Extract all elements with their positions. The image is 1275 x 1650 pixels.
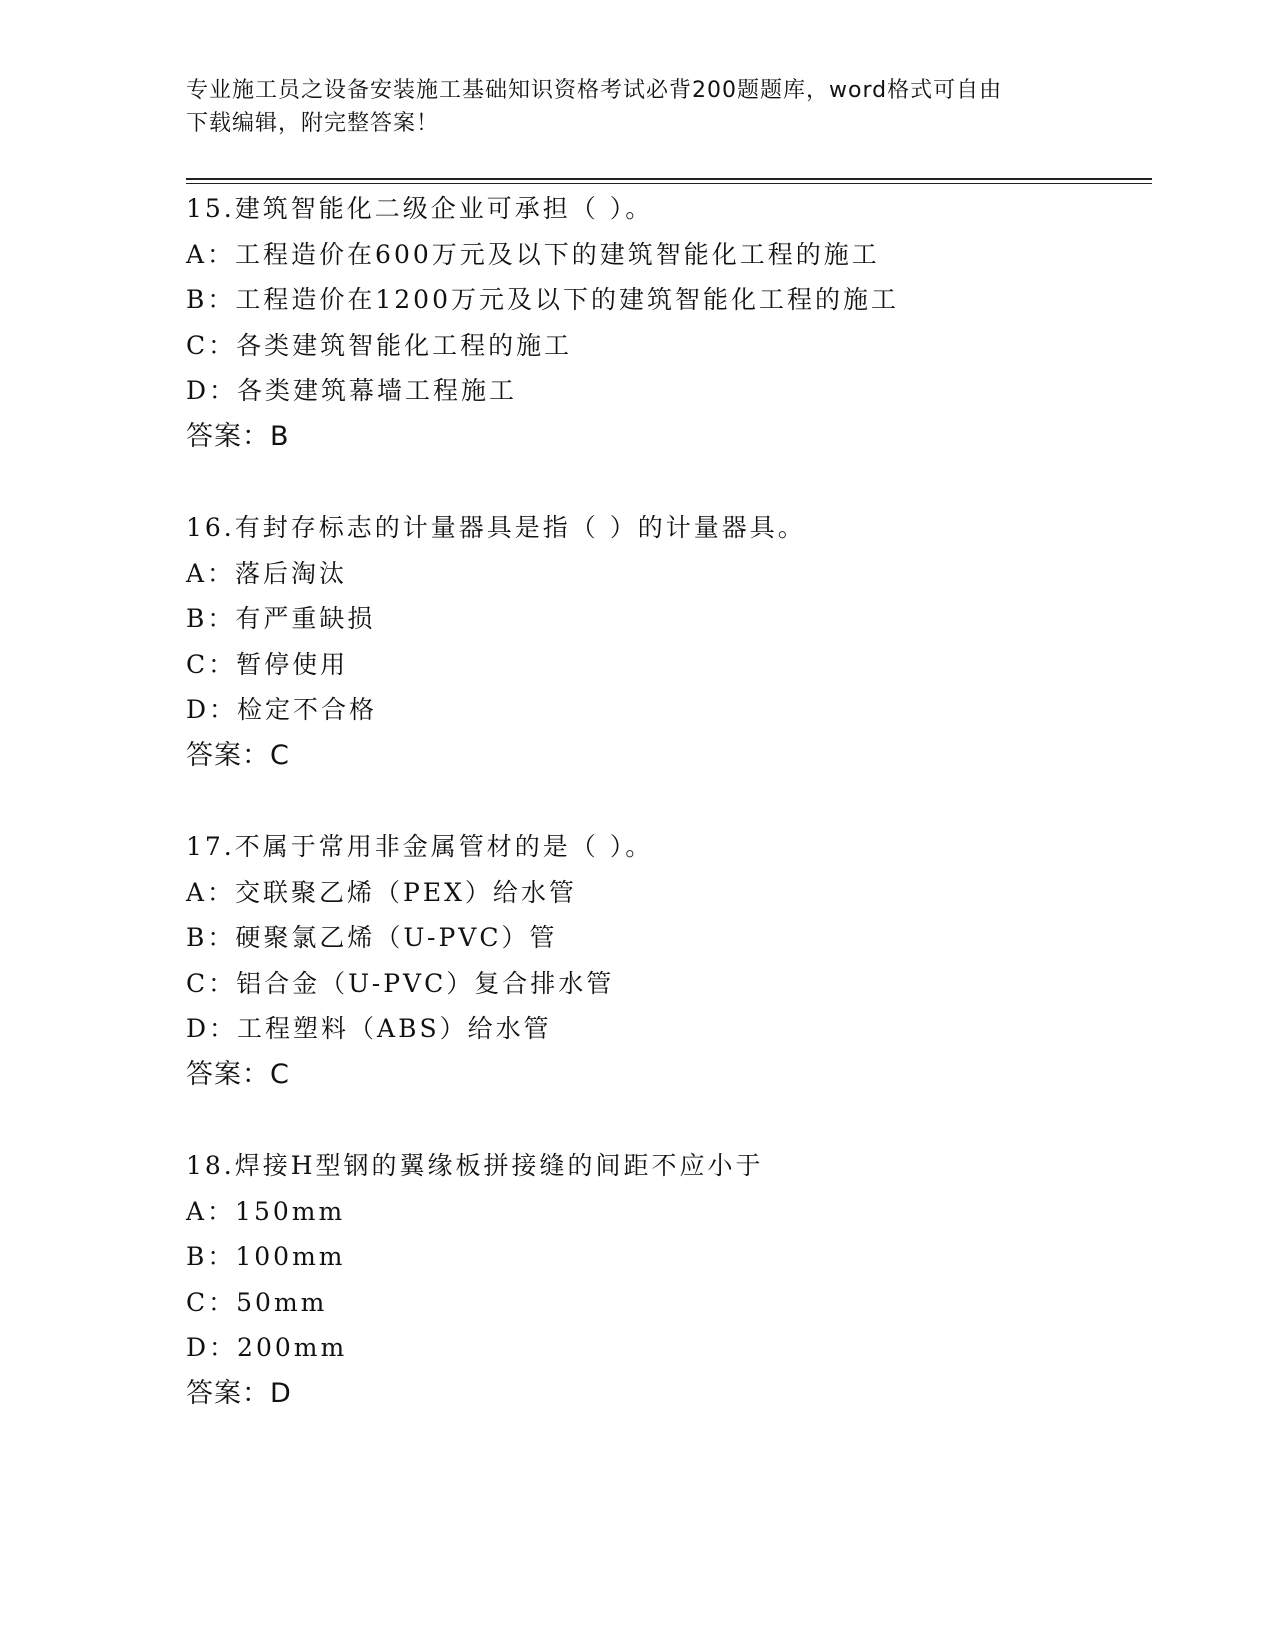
- option-b: B：硬聚氯乙烯（U-PVC）管: [186, 923, 558, 952]
- option-c: C：铝合金（U-PVC）复合排水管: [186, 968, 615, 998]
- question-stem: 18.焊接H型钢的翼缘板拼接缝的间距不应小于: [186, 1151, 764, 1180]
- option-c: C：暂停使用: [186, 649, 349, 679]
- option-a: A：落后淘汰: [186, 558, 348, 588]
- option-a: A：工程造价在600万元及以下的建筑智能化工程的施工: [186, 239, 880, 269]
- header-line-1: 专业施工员之设备安装施工基础知识资格考试必背200题题库，word格式可自由: [186, 78, 1003, 103]
- header-divider-thin: [186, 183, 1152, 184]
- option-c: C：各类建筑智能化工程的施工: [186, 330, 573, 360]
- option-d: D：各类建筑幕墙工程施工: [186, 376, 518, 405]
- option-b: B：100mm: [186, 1242, 346, 1271]
- option-a: A：150mm: [186, 1196, 346, 1226]
- answer-label: 答案：C: [186, 1058, 290, 1090]
- option-c: C：50mm: [186, 1287, 328, 1317]
- answer-label: 答案：C: [186, 739, 290, 771]
- question-list: [186, 186, 1146, 1462]
- document-header: [186, 74, 1086, 140]
- question-16: [186, 505, 1146, 778]
- option-d: D：工程塑料（ABS）给水管: [186, 1014, 552, 1043]
- option-d: D：检定不合格: [186, 695, 378, 724]
- header-line-2: 下载编辑，附完整答案！: [186, 111, 440, 136]
- option-a: A：交联聚乙烯（PEX）给水管: [186, 877, 577, 907]
- question-18: [186, 1143, 1146, 1416]
- option-d: D：200mm: [186, 1333, 348, 1362]
- option-b: B：有严重缺损: [186, 604, 376, 633]
- answer-label: 答案：B: [186, 420, 290, 452]
- question-stem: 15.建筑智能化二级企业可承担（ ）。: [186, 194, 654, 223]
- question-stem: 17.不属于常用非金属管材的是（ ）。: [186, 832, 654, 861]
- answer-label: 答案：D: [186, 1377, 292, 1409]
- header-divider-thick: [186, 178, 1152, 180]
- question-17: [186, 824, 1146, 1097]
- option-b: B：工程造价在1200万元及以下的建筑智能化工程的施工: [186, 285, 899, 314]
- question-stem: 16.有封存标志的计量器具是指（ ）的计量器具。: [186, 513, 806, 542]
- question-15: [186, 186, 1146, 459]
